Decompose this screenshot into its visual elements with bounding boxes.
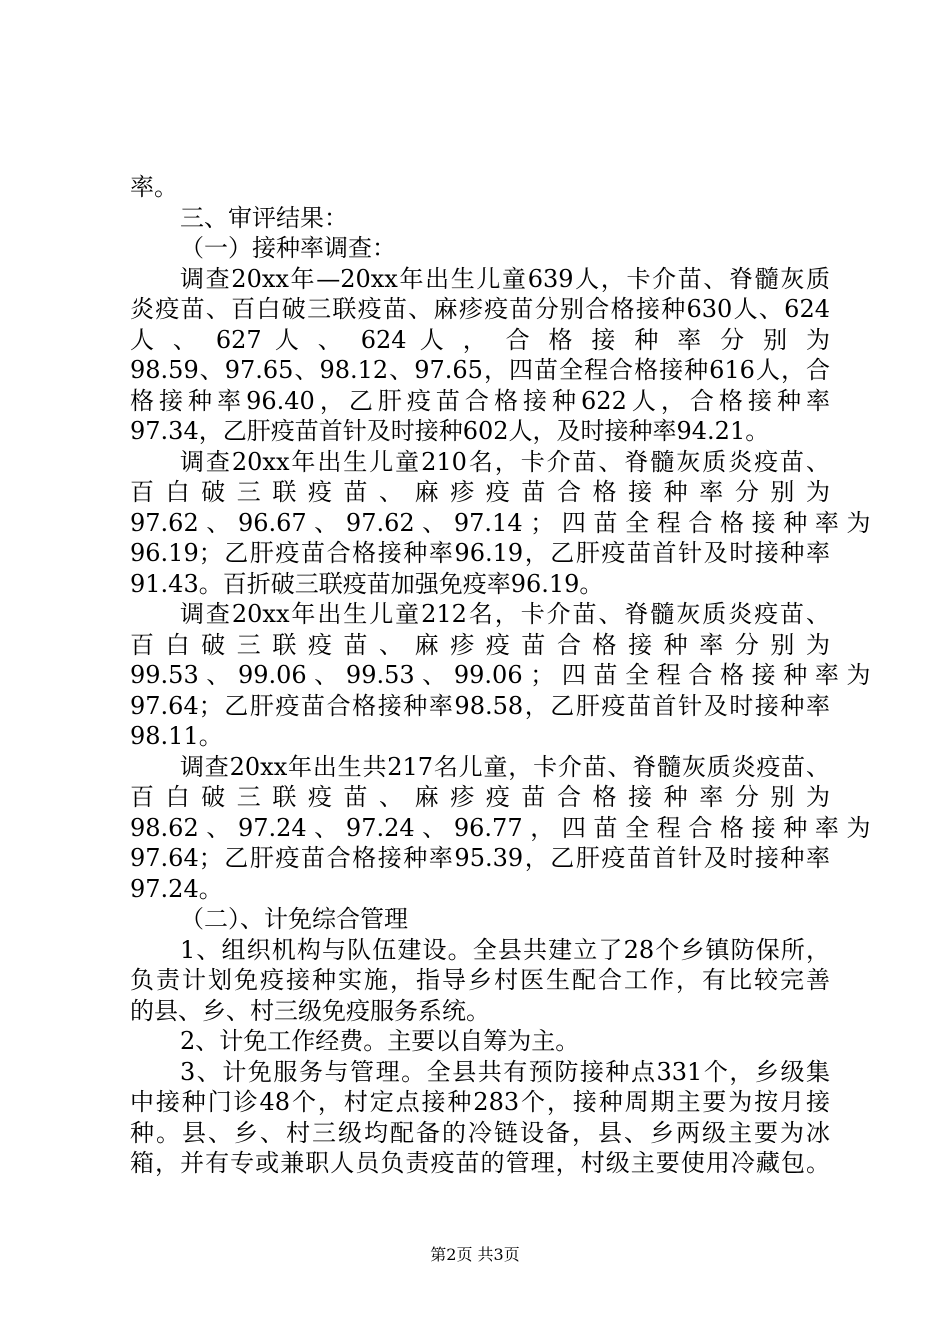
- text-line: 调查20xx年—20xx年出生儿童639人，卡介苗、脊髓灰质: [180, 264, 830, 293]
- text-line: （二）、计免综合管理: [180, 905, 408, 933]
- text-line: 中接种门诊48个，村定点接种283个，接种周期主要为按月接: [130, 1088, 830, 1116]
- text-line: 99.53 、 99.06 、 99.53 、 99.06 ； 四 苗 全 程 合 格 接 种 率 为: [130, 661, 871, 689]
- text-line: 百 白 破 三 联 疫 苗 、 麻 疹 疫 苗 合 格 接 种 率 分 别 为: [130, 783, 830, 811]
- text-line: 97.34，乙肝疫苗首针及时接种602人，及时接种率94.21。: [130, 417, 770, 445]
- document-body: [130, 172, 871, 1179]
- text-line: 97.24。: [130, 874, 223, 903]
- text-line: 2、计免工作经费。主要以自筹为主。: [180, 1027, 580, 1055]
- text-line: 97.64；乙肝疫苗合格接种率95.39，乙肝疫苗首针及时接种率: [130, 844, 830, 872]
- text-line: 的县、乡、村三级免疫服务系统。: [130, 996, 490, 1025]
- text-line: （一）接种率调查：: [180, 234, 396, 262]
- text-line: 格接种率96.40，乙肝疫苗合格接种622人，合格接种率: [130, 386, 830, 415]
- text-line: 三、审评结果：: [180, 203, 348, 232]
- text-line: 负责计划免疫接种实施，指导乡村医生配合工作，有比较完善: [130, 966, 830, 994]
- page-footer: 第2页 共3页: [430, 1245, 520, 1264]
- text-line: 种。县、乡、村三级均配备的冷链设备，县、乡两级主要为冰: [130, 1118, 830, 1147]
- text-line: 97.62 、 96.67 、 97.62 、 97.14 ； 四 苗 全 程 合 格 接 种 率 为: [130, 508, 871, 537]
- text-line: 炎疫苗、百白破三联疫苗、麻疹疫苗分别合格接种630人、624: [130, 295, 830, 323]
- text-line: 97.64；乙肝疫苗合格接种率98.58，乙肝疫苗首针及时接种率: [130, 691, 830, 720]
- text-line: 98.11。: [130, 722, 223, 750]
- text-line: 98.59、97.65、98.12、97.65，四苗全程合格接种616人，合: [130, 356, 830, 384]
- text-line: 百 白 破 三 联 疫 苗 、 麻 疹 疫 苗 合 格 接 种 率 分 别 为: [130, 478, 830, 506]
- text-line: 3、计免服务与管理。全县共有预防接种点331个，乡级集: [180, 1057, 830, 1086]
- text-line: 91.43。百折破三联疫苗加强免疫率96.19。: [130, 569, 604, 598]
- text-line: 百 白 破 三 联 疫 苗 、 麻 疹 疫 苗 合 格 接 种 率 分 别 为: [130, 630, 830, 659]
- text-line: 98.62 、 97.24 、 97.24 、 96.77 ， 四 苗 全 程 合 格 接 种 率 为: [130, 813, 871, 842]
- text-line: 调查20xx年出生共217名儿童，卡介苗、脊髓灰质炎疫苗、: [180, 752, 830, 781]
- text-line: 率。: [130, 173, 178, 201]
- text-line: 箱，并有专或兼职人员负责疫苗的管理，村级主要使用冷藏包。: [130, 1149, 830, 1177]
- text-line: 人 、 627 人 、 624 人 ， 合 格 接 种 率 分 别 为: [130, 325, 830, 354]
- text-line: 96.19；乙肝疫苗合格接种率96.19，乙肝疫苗首针及时接种率: [130, 539, 830, 567]
- text-line: 调查20xx年出生儿童212名，卡介苗、脊髓灰质炎疫苗、: [180, 600, 830, 628]
- text-line: 1、组织机构与队伍建设。全县共建立了28个乡镇防保所，: [180, 935, 830, 964]
- text-line: 调查20xx年出生儿童210名，卡介苗、脊髓灰质炎疫苗、: [180, 447, 830, 476]
